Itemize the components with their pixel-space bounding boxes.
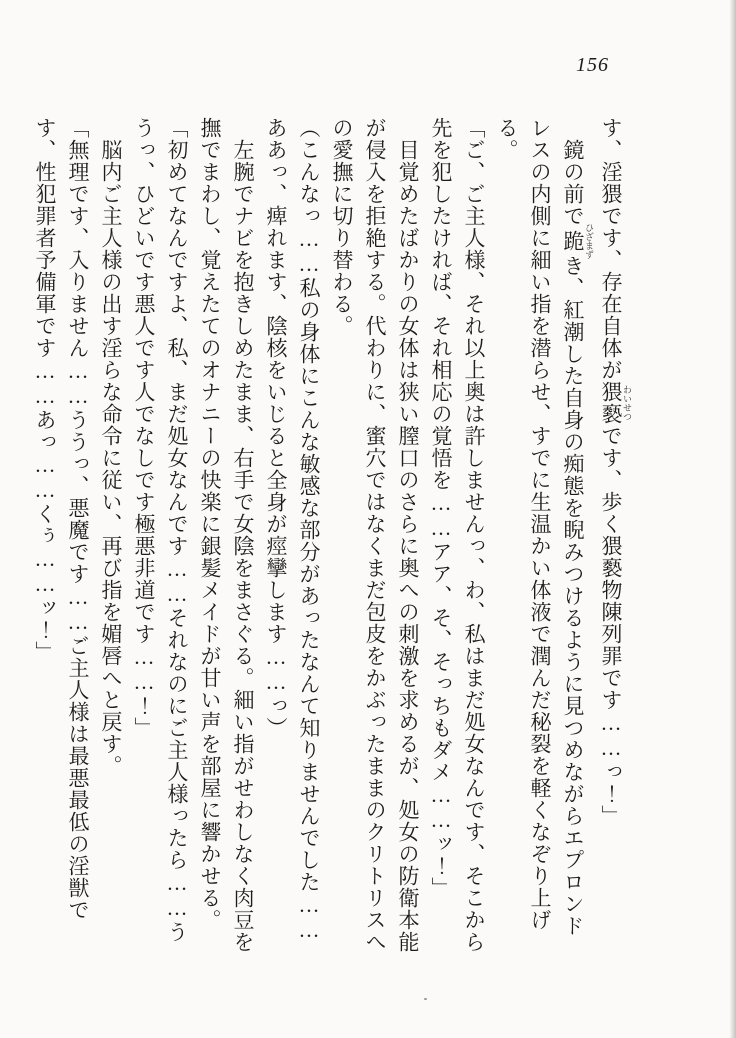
paragraph: 「無理です、入りません……ううっ、悪魔です……ご主人様は最悪最低の淫獣です、性犯罪者予備軍です……あっ……くぅ……ッ！」 xyxy=(33,117,90,921)
paragraph: 左腕でナビを抱きしめたまま、右手で女陰をまさぐる。細い指がせわしなく肉豆を撫でまわし、覚えたてのオナニーの快楽に銀髪メイドが甘い声を部屋に響かせる。 xyxy=(198,117,255,953)
page-text xyxy=(28,117,632,955)
paragraph: す、淫猥です、存在自体が猥褻 わいせつです、歩く猥褻物陳列罪です……っ！」 xyxy=(599,117,632,827)
ruby-annotated-word: 猥褻 わいせつ xyxy=(599,381,632,425)
ruby-annotated-word: 跪 ひざまず xyxy=(561,223,594,259)
page-number: 156 xyxy=(576,54,609,76)
paragraph: 鏡の前で跪 ひざまずき、紅潮した自身の痴態を睨みつけるように見つめながらエプロンドレスの内側に細い指を潜らせ、すでに生温かい体液で潤んだ秘裂を軽くなぞり上げる。 xyxy=(495,117,594,937)
paragraph: 脳内ご主人様の出す淫らな命令に従い、再び指を媚唇へと戻す。 xyxy=(99,139,123,777)
paragraph: 目覚めたばかりの女体は狭い膣口のさらに奥への刺激を求めるが、処女の防衛本能が侵入を拒絶する。代わりに、蜜穴ではなくまだ包皮をかぶったままのクリトリスへの愛撫に切り替わる。 xyxy=(330,117,420,953)
scan-speck xyxy=(424,998,427,1000)
paragraph: （こんなっ……私の身体にこんな敏感な部分があったなんて知りませんでした……ああっ、痺れます、陰核をいじると全身が痙攣します……っ） xyxy=(264,117,321,943)
paragraph: 「ご、ご主人様、それ以上奥は許しませんっ、わ、私はまだ処女なんです、そこから先を犯したければ、それ相応の覚悟を……アア、そ、そっちもダメ……ッ！」 xyxy=(429,117,486,953)
page-edge-shadow xyxy=(730,0,736,1038)
paragraph: 「初めてなんですよ、私、まだ処女なんです……それなのにご主人様ったら……ううっ、ひどいです悪人です人でなしです極悪非道です……！」 xyxy=(132,117,189,943)
